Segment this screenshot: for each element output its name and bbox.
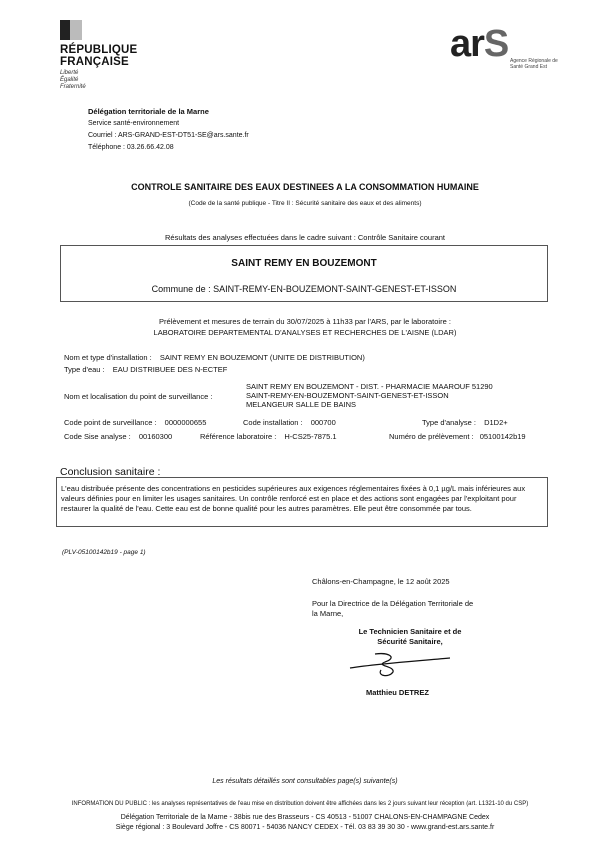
republic-title-line1: RÉPUBLIQUE	[60, 44, 138, 56]
lab-reference-value: H-CS25-7875.1	[284, 432, 337, 441]
document-title: CONTROLE SANITAIRE DES EAUX DESTINEES A LA CONSOMMATION HUMAINE	[131, 182, 479, 192]
code-sise-value: 00160300	[138, 432, 173, 441]
marianne-icon	[60, 20, 94, 40]
codes-row-2	[64, 432, 172, 441]
sample-number	[389, 432, 526, 441]
codes-row-1	[64, 418, 206, 427]
code-sise-label: Code Sise analyse :	[64, 432, 131, 441]
code-installation	[243, 418, 336, 427]
water-type-row	[64, 365, 227, 374]
sample-number-label: Numéro de prélèvement :	[389, 432, 474, 441]
delegation-phone: Téléphone : 03.26.66.42.08	[88, 144, 174, 151]
handwritten-signature	[345, 650, 455, 680]
conclusion-box	[56, 477, 548, 527]
laboratory-name: LABORATOIRE DEPARTEMENTAL D'ANALYSES ET RECHERCHES DE L'AISNE (LDAR)	[153, 328, 457, 337]
installation-value: SAINT REMY EN BOUZEMONT (UNITE DE DISTRIBUTION)	[159, 353, 365, 362]
delegation-email: Courriel : ARS-GRAND-EST-DT51-SE@ars.sante.fr	[88, 132, 249, 139]
ars-letters: ar	[450, 23, 484, 65]
analysis-type	[422, 418, 508, 427]
sampling-line1: Prélèvement et mesures de terrain du 30/07/2025 à 11h33 par l'ARS, par le laboratoire :	[159, 317, 451, 326]
delegation-block	[88, 106, 249, 154]
regional-address: Siège régional : 3 Boulevard Joffre - CS 80071 - 54036 NANCY CEDEX - Tél. 03 83 39 30 30 - www.grand-est.ars.sante.fr	[115, 824, 495, 831]
surveillance-point-line3: MELANGEUR SALLE DE BAINS	[246, 400, 357, 409]
distribution-unit-box	[60, 245, 548, 302]
water-type-label: Type d'eau :	[64, 365, 105, 374]
republique-francaise-logo	[60, 20, 170, 91]
conclusion-text: L'eau distribuée présente des concentrations en pesticides supérieures aux exigences réglementaires fixées à 0,1 µg/L mais inférieures aux valeurs définies pour en limiter les usages sanitaires. Un contrôle renforcé est en place et des actions sont engagées par l'exploitant pour restaurer la qualité de l'eau. Cette eau est de bonne qualité pour les autres paramètres. Elle peut être consommée par tous.	[61, 484, 526, 513]
place-date: Châlons-en-Champagne, le 12 août 2025	[312, 577, 450, 586]
code-point-value: 0000000655	[164, 418, 207, 427]
lab-reference-label: Référence laboratoire :	[200, 432, 277, 441]
ars-logo	[450, 23, 558, 70]
surveillance-point-label: Nom et localisation du point de surveillance :	[64, 392, 213, 401]
detailed-results-note: Les résultats détaillés sont consultables page(s) suivante(s)	[212, 778, 398, 785]
sample-number-value: 05100142b19	[479, 432, 526, 441]
installation-row	[64, 353, 365, 362]
surveillance-point-line2: SAINT-REMY-EN-BOUZEMONT-SAINT-GENEST-ET-ISSON	[246, 391, 449, 400]
analysis-type-label: Type d'analyse :	[422, 418, 476, 427]
technician-title-line2: Sécurité Sanitaire,	[377, 637, 443, 646]
delegation-address: Délégation Territoriale de la Marne - 38bis rue des Brasseurs - CS 40513 - 51007 CHALONS-EN-CHAMPAGNE Cedex	[120, 814, 490, 821]
lab-reference	[200, 432, 337, 441]
republic-title-line2: FRANÇAISE	[60, 56, 129, 68]
for-director	[312, 599, 473, 619]
motto-fraternite: Fraternité	[60, 84, 86, 90]
delegation-service: Service santé-environnement	[88, 120, 180, 127]
footer-address	[60, 813, 550, 833]
analysis-type-value: D1D2+	[484, 418, 508, 427]
signer-name: Matthieu DETREZ	[366, 688, 429, 697]
document-subtitle: (Code de la santé publique - Titre II : Sécurité sanitaire des eaux et des aliments)	[188, 200, 422, 207]
code-point-label: Code point de surveillance :	[64, 418, 157, 427]
republic-title	[60, 44, 170, 68]
for-director-line2: la Marne,	[312, 609, 344, 618]
page-reference: (PLV-05100142b19 - page 1)	[62, 549, 146, 556]
for-director-line1: Pour la Directrice de la Délégation Territoriale de	[312, 599, 474, 608]
results-context: Résultats des analyses effectuées dans le cadre suivant : Contrôle Sanitaire courant	[164, 233, 446, 242]
surveillance-point-value	[246, 382, 493, 409]
commune-name: Commune de : SAINT-REMY-EN-BOUZEMONT-SAINT-GENEST-ET-ISSON	[151, 284, 457, 294]
conclusion-label: Conclusion sanitaire :	[60, 466, 161, 478]
delegation-name: Délégation territoriale de la Marne	[88, 107, 209, 116]
technician-title	[340, 627, 480, 647]
distribution-unit-name: SAINT REMY EN BOUZEMONT	[231, 258, 377, 269]
code-installation-label: Code installation :	[243, 418, 303, 427]
installation-label: Nom et type d'installation :	[64, 353, 152, 362]
ars-subtitle: Agence Régionale de Santé Grand Est	[510, 58, 558, 70]
water-type-value: EAU DISTRIBUEE DES N-ECTEF	[112, 365, 228, 374]
public-information: INFORMATION DU PUBLIC : les analyses représentatives de l'eau mise en distribution doivent être affichées dans les 2 jours suivant leur réception (art. L1321-10 du CSP)	[71, 801, 529, 807]
motto-egalite: Égalité	[60, 77, 79, 83]
surveillance-point-line1: SAINT REMY EN BOUZEMONT - DIST. - PHARMACIE MAAROUF 51290	[246, 382, 493, 391]
technician-title-line1: Le Technicien Sanitaire et de	[358, 627, 462, 636]
ars-s-letter: S	[483, 23, 509, 65]
sampling-info	[60, 316, 550, 338]
motto-liberte: Liberté	[60, 70, 79, 76]
code-installation-value: 000700	[310, 418, 336, 427]
republic-motto	[60, 70, 170, 91]
